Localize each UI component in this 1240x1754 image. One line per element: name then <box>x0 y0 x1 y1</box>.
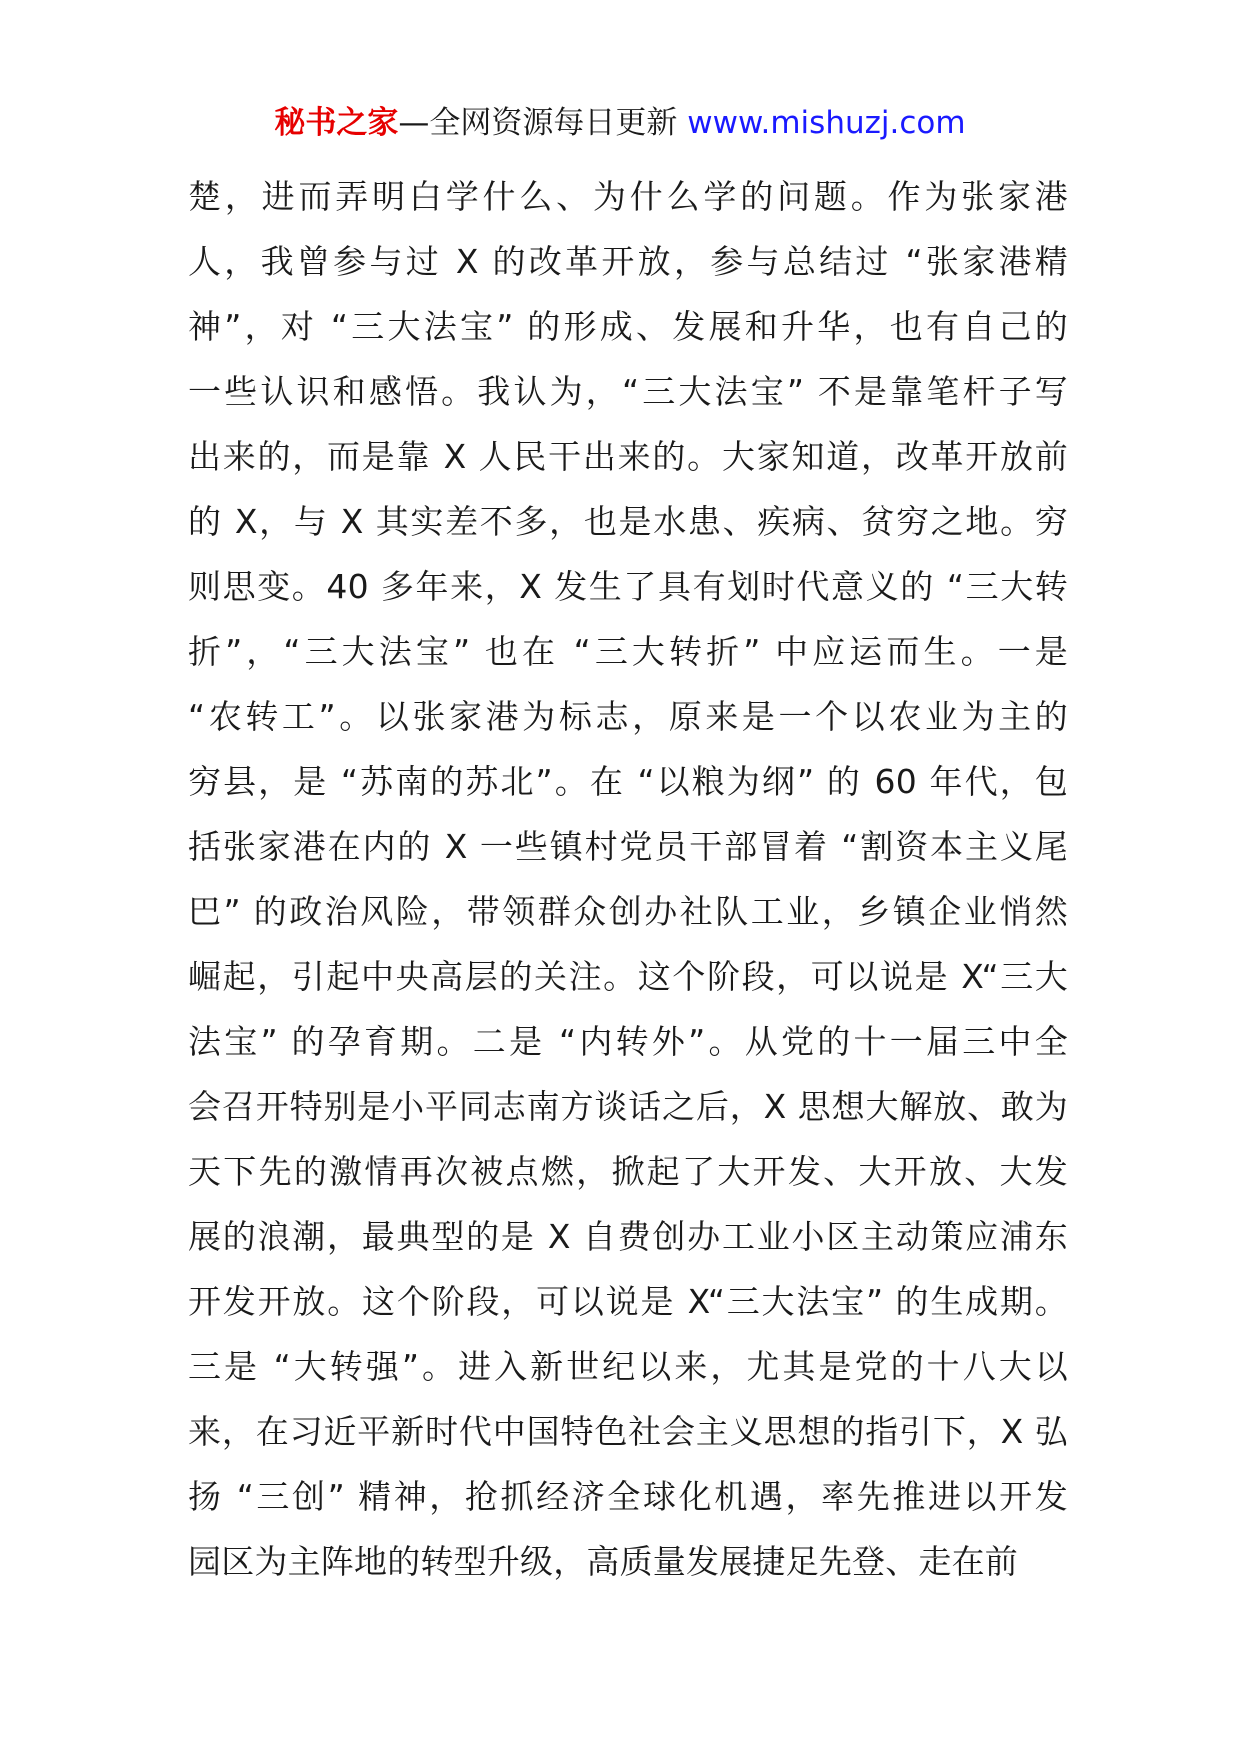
text-line: 折”，“三大法宝” 也在 “三大转折” 中应运而生。一是 <box>188 632 1068 671</box>
text-line: 开发开放。这个阶段，可以说是 X“三大法宝” 的生成期。 <box>188 1282 1068 1321</box>
text-line: 法宝” 的孕育期。二是 “内转外”。从党的十一届三中全 <box>188 1022 1068 1061</box>
text-line: 括张家港在内的 X 一些镇村党员干部冒着 “割资本主义尾 <box>188 827 1068 866</box>
site-header <box>0 101 1240 145</box>
text-line: 天下先的激情再次被点燃，掀起了大开发、大开放、大发 <box>188 1152 1068 1191</box>
text-line: 人，我曾参与过 X 的改革开放，参与总结过 “张家港精 <box>188 242 1068 281</box>
document-body <box>188 164 1068 1594</box>
text-line: 出来的，而是靠 X 人民干出来的。大家知道，改革开放前 <box>188 437 1068 476</box>
text-line: “农转工”。以张家港为标志，原来是一个以农业为主的 <box>188 697 1068 736</box>
site-brand: 秘书之家 <box>274 105 399 141</box>
text-line: 扬 “三创” 精神，抢抓经济全球化机遇，率先推进以开发 <box>188 1477 1068 1516</box>
text-line: 的 X，与 X 其实差不多，也是水患、疾病、贫穷之地。穷 <box>188 502 1068 541</box>
text-line: 一些认识和感悟。我认为，“三大法宝” 不是靠笔杆子写 <box>188 372 1068 411</box>
site-url-link[interactable]: www.mishuzj.com <box>687 105 966 141</box>
text-line: 来，在习近平新时代中国特色社会主义思想的指引下，X 弘 <box>188 1412 1068 1451</box>
site-tagline: —全网资源每日更新 <box>398 105 688 141</box>
text-line: 楚，进而弄明白学什么、为什么学的问题。作为张家港 <box>188 177 1068 216</box>
text-line: 园区为主阵地的转型升级，高质量发展捷足先登、走在前 <box>188 1542 1018 1581</box>
text-line: 三是 “大转强”。进入新世纪以来，尤其是党的十八大以 <box>188 1347 1068 1386</box>
text-line: 展的浪潮，最典型的是 X 自费创办工业小区主动策应浦东 <box>188 1217 1068 1256</box>
text-line: 巴” 的政治风险，带领群众创办社队工业，乡镇企业悄然 <box>188 892 1068 931</box>
text-line: 则思变。40 多年来，X 发生了具有划时代意义的 “三大转 <box>188 567 1068 606</box>
text-line: 穷县，是 “苏南的苏北”。在 “以粮为纲” 的 60 年代，包 <box>188 762 1068 801</box>
text-line: 会召开特别是小平同志南方谈话之后，X 思想大解放、敢为 <box>188 1087 1068 1126</box>
text-line: 崛起，引起中央高层的关注。这个阶段，可以说是 X“三大 <box>188 957 1068 996</box>
text-line: 神”，对 “三大法宝” 的形成、发展和升华，也有自己的 <box>188 307 1068 346</box>
